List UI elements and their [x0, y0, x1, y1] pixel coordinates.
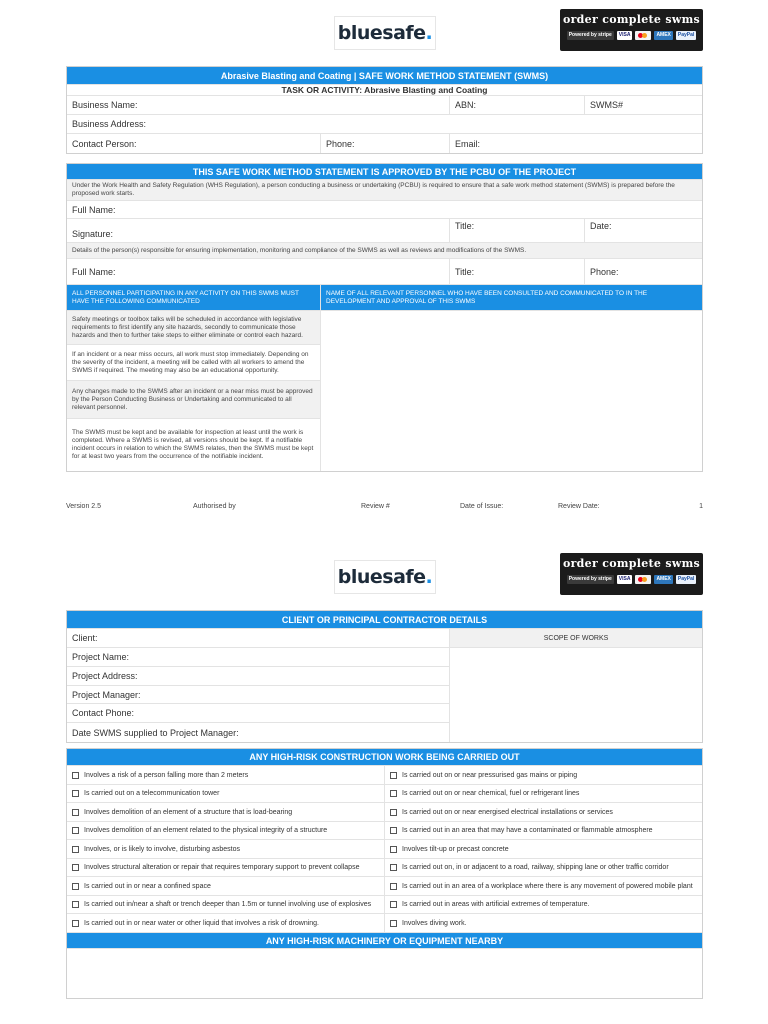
- project-name-field[interactable]: Project Name:: [72, 652, 130, 662]
- mastercard-icon: [635, 575, 651, 584]
- page-footer: [66, 503, 703, 513]
- checkbox-icon[interactable]: [72, 846, 79, 853]
- client-fields: [67, 629, 450, 742]
- responsible-persons-text: Details of the person(s) responsible for ensuring implementation, monitoring and compliance of the SWMS as well as reviews and modifications of the SWMS.: [72, 246, 527, 254]
- checkbox-icon[interactable]: [390, 901, 397, 908]
- footer-review-date: Review Date:: [558, 503, 600, 510]
- hrcw-item[interactable]: [385, 785, 702, 802]
- hrcw-item[interactable]: [67, 840, 385, 858]
- contact-person-field[interactable]: Contact Person:: [67, 134, 321, 153]
- checkbox-icon[interactable]: [390, 827, 397, 834]
- stripe-badge: Powered by stripe: [568, 576, 612, 582]
- scope-of-works-section: [450, 629, 702, 742]
- pcbu-header: THIS SAFE WORK METHOD STATEMENT IS APPROVED BY THE PCBU OF THE PROJECT: [67, 164, 702, 179]
- checkbox-icon[interactable]: [390, 846, 397, 853]
- visa-icon: VISA: [618, 576, 631, 582]
- scope-of-works-area[interactable]: [450, 648, 702, 742]
- responsible-phone-field[interactable]: Phone:: [590, 266, 619, 277]
- checkbox-icon[interactable]: [390, 883, 397, 890]
- pcbu-approval-table: [66, 163, 703, 472]
- client-header: CLIENT OR PRINCIPAL CONTRACTOR DETAILS: [67, 611, 702, 628]
- note-changes: Any changes made to the SWMS after an incident or a near miss must be approved by the Person Conducting Business or Undertaking and communicated to all relevant personnel.: [67, 381, 320, 419]
- hrcw-item-label: Is carried out in an area that may have a contaminated or flammable atmosphere: [402, 827, 653, 834]
- checkbox-icon[interactable]: [72, 827, 79, 834]
- note-incident: If an incident or a near miss occurs, all work must stop immediately. Depending on the severity of the incident, a meeting will be called with all workers to amend the SWMS if required. The meeting may also be an educational opportunity.: [67, 345, 320, 381]
- hrcw-item-label: Involves demolition of an element related to the physical integrity of a structure: [84, 827, 328, 834]
- checkbox-icon[interactable]: [390, 809, 397, 816]
- hrcw-item-label: Is carried out on or near energised electrical installations or services: [402, 808, 613, 816]
- scope-of-works-label: SCOPE OF WORKS: [450, 629, 702, 648]
- swms-title: Abrasive Blasting and Coating | SAFE WORK METHOD STATEMENT (SWMS): [67, 67, 702, 84]
- date-swms-supplied-field[interactable]: Date SWMS supplied to Project Manager:: [72, 727, 239, 738]
- hrcw-item-label: Involves a risk of a person falling more than 2 meters: [84, 771, 249, 779]
- whs-regulation-text: Under the Work Health and Safety Regulation (WHS Regulation), a person conducting a business or undertaking (PCBU) is required to ensure that a safe work method statement (SWMS) is prepared before the proposed work starts.: [72, 182, 675, 197]
- hrcw-header: ANY HIGH-RISK CONSTRUCTION WORK BEING CARRIED OUT: [67, 749, 702, 765]
- checkbox-icon[interactable]: [390, 772, 397, 779]
- email-field[interactable]: Email:: [455, 138, 481, 149]
- checkbox-icon[interactable]: [390, 790, 397, 797]
- consulted-personnel-area[interactable]: [321, 311, 702, 471]
- footer-review-number: Review #: [361, 503, 390, 510]
- hrcw-item-label: Involves demolition of an element of a structure that is load-bearing: [84, 808, 293, 816]
- order-complete-swms-button[interactable]: [560, 9, 703, 51]
- hrcw-item-label: Involves diving work.: [402, 919, 467, 927]
- logo-text: bluesafe: [337, 22, 426, 44]
- consulted-personnel-header: NAME OF ALL RELEVANT PERSONNEL WHO HAVE BEEN CONSULTED AND COMMUNICATED TO IN THE DEVELOPMENT AND APPROVAL OF THIS SWMS: [321, 285, 702, 310]
- communication-notes: [67, 311, 321, 471]
- hrcw-item[interactable]: [385, 914, 702, 932]
- hrcw-item-label: Is carried out on or near chemical, fuel or refrigerant lines: [402, 790, 580, 797]
- order-complete-swms-button-page2[interactable]: [560, 553, 703, 595]
- hrcw-item-label: Involves tilt-up or precast concrete: [402, 845, 509, 853]
- phone-field[interactable]: Phone:: [321, 134, 450, 153]
- hrcw-item[interactable]: [67, 785, 385, 802]
- checkbox-icon[interactable]: [72, 883, 79, 890]
- abn-field[interactable]: ABN:: [450, 96, 585, 114]
- stripe-badge: Powered by stripe: [568, 32, 612, 38]
- paypal-icon: PayPal: [677, 32, 695, 38]
- business-name-field[interactable]: Business Name:: [67, 96, 450, 114]
- hrcw-item-label: Involves, or is likely to involve, disturbing asbestos: [84, 845, 241, 853]
- amex-icon: AMEX: [656, 32, 671, 38]
- hrcw-item[interactable]: [385, 840, 702, 858]
- paypal-icon: PayPal: [677, 576, 695, 582]
- hrcw-item-label: Is carried out on, in or adjacent to a road, railway, shipping lane or other traffic corridor: [402, 864, 669, 871]
- hrcw-item[interactable]: [385, 766, 702, 784]
- hrcw-item[interactable]: [67, 914, 385, 932]
- machinery-header: ANY HIGH-RISK MACHINERY OR EQUIPMENT NEARBY: [67, 933, 702, 948]
- full-name-field[interactable]: Full Name:: [72, 204, 116, 215]
- checkbox-icon[interactable]: [72, 864, 79, 871]
- footer-version: Version 2.5: [66, 503, 102, 510]
- hrcw-item-label: Is carried out in areas with artificial extremes of temperature.: [402, 901, 590, 908]
- hrcw-item[interactable]: [385, 803, 702, 821]
- machinery-area[interactable]: [67, 949, 702, 999]
- checkbox-icon[interactable]: [72, 901, 79, 908]
- business-details-table: [66, 66, 703, 154]
- contact-phone-field[interactable]: Contact Phone:: [72, 708, 135, 718]
- footer-page-number: 1: [699, 503, 703, 510]
- signature-field[interactable]: Signature:: [67, 219, 450, 242]
- hrcw-item[interactable]: [385, 877, 702, 895]
- order-button-label: order complete swms: [562, 13, 701, 26]
- client-details-table: [66, 610, 703, 743]
- hrcw-item[interactable]: [67, 877, 385, 895]
- hrcw-item[interactable]: [385, 822, 702, 839]
- bluesafe-logo[interactable]: [334, 16, 436, 50]
- business-address-field[interactable]: Business Address:: [72, 119, 147, 129]
- title-field[interactable]: Title:: [450, 219, 585, 242]
- payment-badges: [560, 575, 703, 584]
- hrcw-item-label: Involves structural alteration or repair that requires temporary support to prevent collapse: [84, 864, 360, 871]
- footer-date-of-issue: Date of Issue:: [460, 503, 504, 510]
- footer-authorised: Authorised by: [193, 503, 236, 510]
- note-safety-meetings: Safety meetings or toolbox talks will be scheduled in accordance with legislative requirements to first identify any site hazards, secondly to communicate those hazards and then to further take steps to either eliminate or control each hazard.: [67, 311, 320, 345]
- payment-badges: [560, 31, 703, 40]
- hrcw-item[interactable]: [385, 859, 702, 876]
- responsible-full-name-field[interactable]: Full Name:: [67, 259, 450, 284]
- bluesafe-logo-page2[interactable]: [334, 560, 436, 594]
- logo-dot: .: [425, 566, 433, 588]
- logo-dot: .: [425, 22, 433, 44]
- date-field[interactable]: Date:: [590, 221, 612, 231]
- project-manager-field[interactable]: Project Manager:: [72, 689, 141, 700]
- note-record-keeping: The SWMS must be kept and be available for inspection at least until the work is completed. Where a SWMS is revised, all versions should be kept. If a notifiable incident occurs in relation to which the SWMS relates, then the SWMS must be kept for at least two years from the occurrence of the notifiable incident.: [72, 429, 314, 460]
- swms-number-field[interactable]: SWMS#: [590, 100, 624, 110]
- checkbox-icon[interactable]: [390, 864, 397, 871]
- hrcw-item-label: Is carried out on or near pressurised gas mains or piping: [402, 771, 578, 779]
- amex-icon: AMEX: [656, 576, 671, 582]
- hrcw-item-label: Is carried out in an area of a workplace where there is any movement of powered mobile plant: [402, 882, 693, 890]
- responsible-title-field[interactable]: Title:: [450, 259, 585, 284]
- hrcw-item[interactable]: [67, 896, 385, 913]
- hrcw-item[interactable]: [67, 822, 385, 839]
- hrcw-item-label: Is carried out in/near a shaft or trench deeper than 1.5m or tunnel involving use of explosives: [84, 901, 372, 908]
- checkbox-icon[interactable]: [72, 790, 79, 797]
- high-risk-work-table: [66, 748, 703, 999]
- checkbox-icon[interactable]: [72, 809, 79, 816]
- hrcw-item[interactable]: [67, 859, 385, 876]
- logo-text: bluesafe: [337, 566, 426, 588]
- checkbox-icon[interactable]: [390, 920, 397, 927]
- visa-icon: VISA: [618, 32, 631, 38]
- mastercard-icon: [635, 31, 651, 40]
- hrcw-item[interactable]: [67, 803, 385, 821]
- hrcw-item[interactable]: [385, 896, 702, 913]
- hrcw-item-label: Is carried out in or near water or other liquid that involves a risk of drowning.: [84, 919, 320, 927]
- hrcw-item-label: Is carried out on a telecommunication tower: [84, 790, 220, 797]
- checkbox-icon[interactable]: [72, 772, 79, 779]
- order-button-label: order complete swms: [562, 557, 701, 570]
- task-activity: TASK OR ACTIVITY: Abrasive Blasting and Coating: [281, 85, 488, 95]
- hrcw-item[interactable]: [67, 766, 385, 784]
- checkbox-icon[interactable]: [72, 920, 79, 927]
- project-address-field[interactable]: Project Address:: [72, 671, 138, 681]
- personnel-communication-header: ALL PERSONNEL PARTICIPATING IN ANY ACTIVITY ON THIS SWMS MUST HAVE THE FOLLOWING COMMUNICATED: [67, 285, 321, 310]
- client-field[interactable]: Client:: [72, 633, 98, 643]
- hrcw-item-label: Is carried out in or near a confined space: [84, 882, 211, 890]
